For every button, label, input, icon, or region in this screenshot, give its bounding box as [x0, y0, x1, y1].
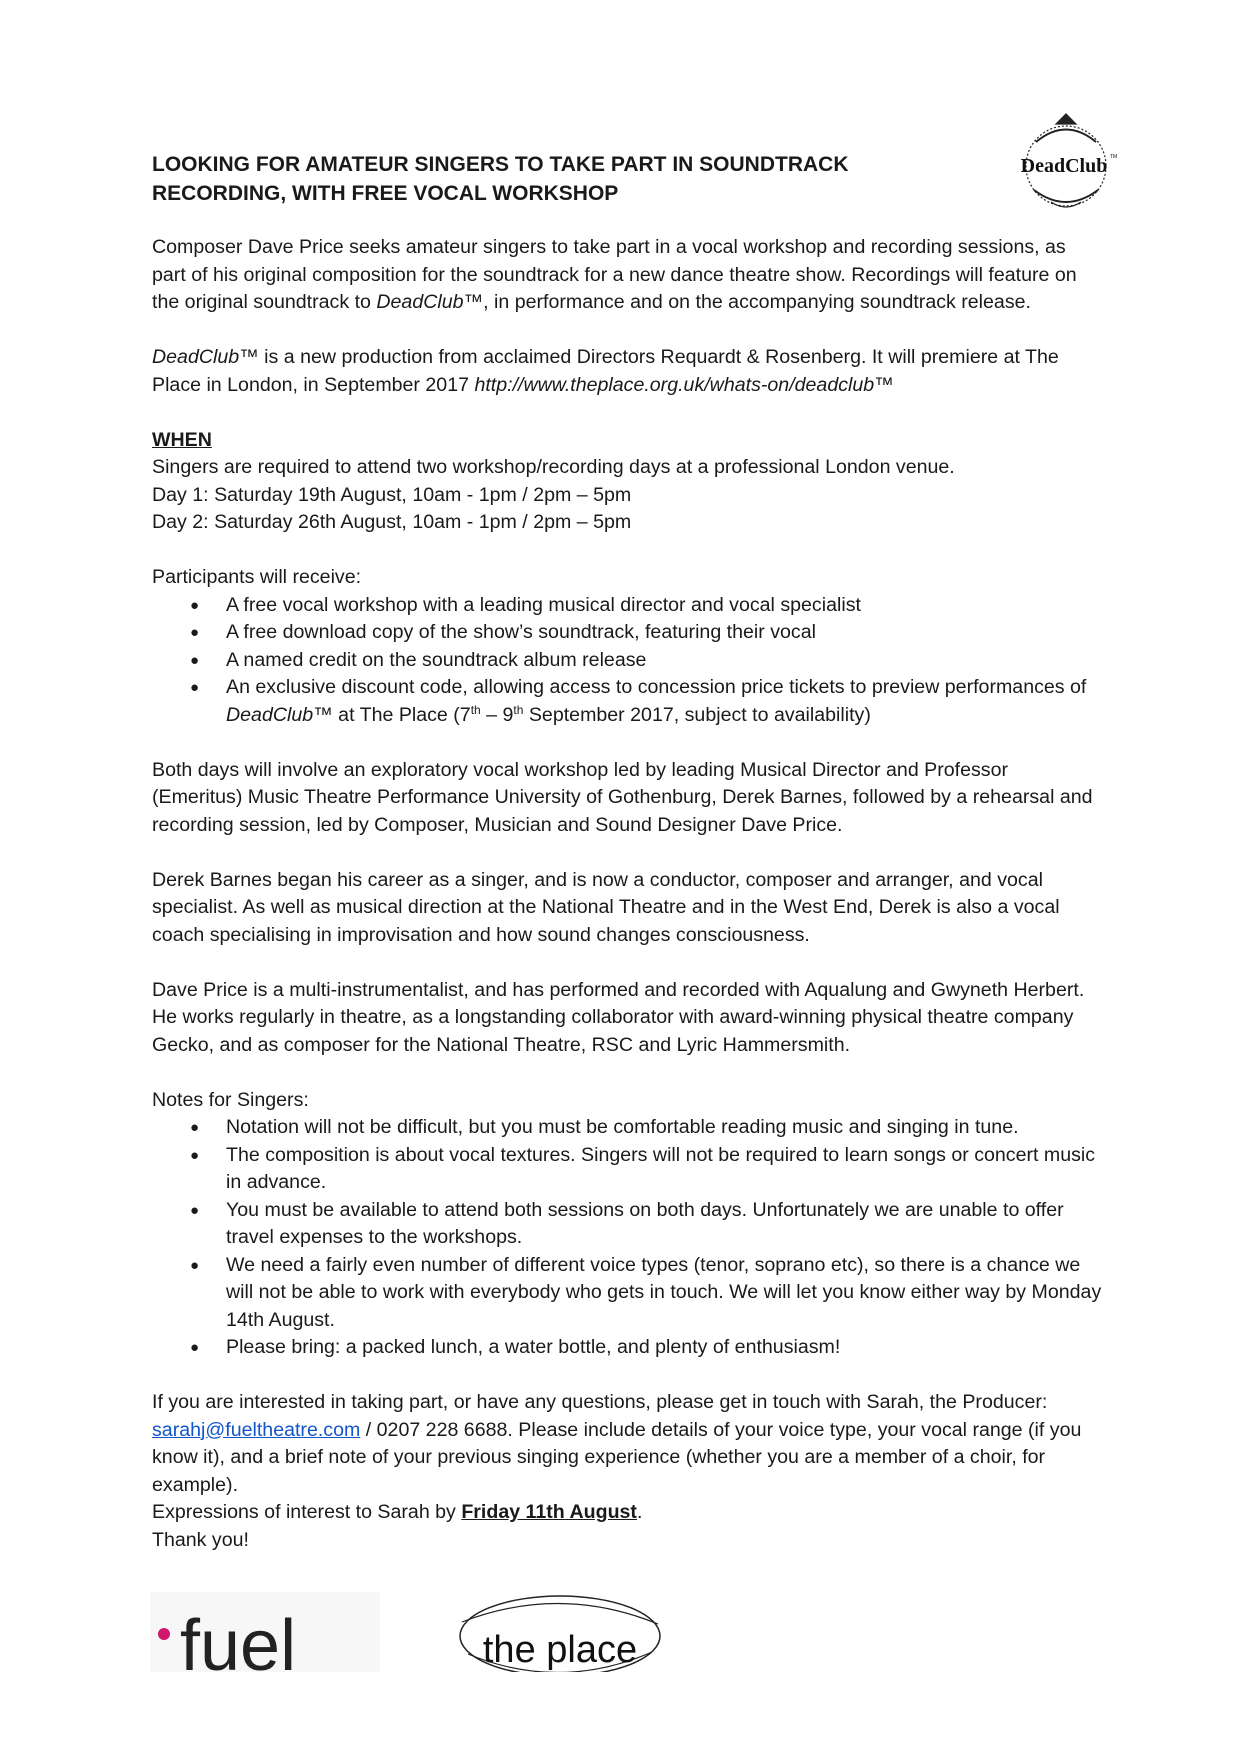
participants-intro: Participants will receive:: [152, 566, 362, 588]
deadline-date: Friday 11th August: [461, 1501, 637, 1523]
list-item: ● Notation will not be difficult, but you must be comfortable reading music and singing in tune.: [152, 1114, 1102, 1142]
page-title: [152, 150, 972, 208]
footer-logos: [150, 1592, 670, 1672]
list-item: ● The composition is about vocal textures. Singers will not be required to learn songs or concert music in advance.: [152, 1142, 1102, 1197]
fuel-logo: [150, 1592, 380, 1672]
when-text: Singers are required to attend two workshop/recording days at a professional London venue.: [152, 456, 955, 478]
list-item: ● A free download copy of the show’s soundtrack, featuring their vocal: [152, 619, 1102, 647]
workshop-paragraph: Both days will involve an exploratory vocal workshop led by leading Musical Director and Professor (Emeritus) Music Theatre Performance University of Gothenburg, Derek Barnes, followed by a rehearsal and recording session, led by Composer, Musician and Sound Designer Dave Price.: [152, 758, 1093, 836]
production-url: http://www.theplace.org.uk/whats-on/deadclub: [474, 373, 875, 396]
intro-paragraph: Composer Dave Price seeks amateur singers to take part in a vocal workshop and recording sessions, as part of his original composition for the soundtrack for a new dance theatre show. Recordings will feature on the original soundtrack to DeadClub™, in performance and on the accompanying soundtrack release.: [152, 236, 1077, 313]
notes-list: [152, 1114, 1102, 1362]
list-item: ● A named credit on the soundtrack album release: [152, 647, 1102, 675]
list-item: ● An exclusive discount code, allowing access to concession price tickets to preview performances of DeadClub™ at The Place (7th – 9th September 2017, subject to availability): [152, 674, 1102, 729]
thank-you: Thank you!: [152, 1528, 249, 1551]
title-line-1: LOOKING FOR AMATEUR SINGERS TO TAKE PART IN SOUNDTRACK: [152, 153, 849, 176]
day-2: Day 2: Saturday 26th August, 10am - 1pm / 2pm – 5pm: [152, 511, 632, 533]
email-link[interactable]: sarahj@fueltheatre.com: [152, 1418, 361, 1441]
contact-paragraph: If you are interested in taking part, or have any questions, please get in touch with Sarah, the Producer: sarahj@fueltheatre.com / 0207 228 6688. Please include details of your voice type, your vocal range (if you know it), and a brief note of your previous singing experience (whether you are a member of a choir, for example).: [152, 1391, 1082, 1496]
notes-intro: Notes for Singers:: [152, 1088, 309, 1111]
list-item: ● Please bring: a packed lunch, a water bottle, and plenty of enthusiasm!: [152, 1334, 1102, 1362]
list-item: ● A free vocal workshop with a leading musical director and vocal specialist: [152, 592, 1102, 620]
deadline: Expressions of interest to Sarah by Friday 11th August.: [152, 1501, 643, 1523]
participants-list: [152, 592, 1102, 730]
deadclub-logo-text: DeadClub: [1020, 155, 1108, 177]
title-line-2: RECORDING, WITH FREE VOCAL WORKSHOP: [152, 182, 619, 205]
day-1: Day 1: Saturday 19th August, 10am - 1pm / 2pm – 5pm: [152, 483, 632, 506]
the-place-logo: [450, 1592, 670, 1672]
list-item: ● You must be available to attend both sessions on both days. Unfortunately we are unable to offer travel expenses to the workshops.: [152, 1197, 1102, 1252]
document-body: [152, 150, 1102, 1554]
the-place-logo-text: the place: [482, 1629, 638, 1671]
deadclub-logo-tm: TM: [1110, 154, 1118, 160]
when-heading: WHEN: [152, 428, 212, 451]
production-paragraph: DeadClub™ is a new production from acclaimed Directors Requardt & Rosenberg. It will premiere at The Place in London, in September 2017 http://www.theplace.org.uk/whats-on/deadclub™: [152, 346, 1059, 396]
fuel-logo-text: fuel: [180, 1606, 297, 1672]
list-item: ● We need a fairly even number of different voice types (tenor, soprano etc), so there is a chance we will not be able to work with everybody who gets in touch. We will let you know either way by Monday 14th August.: [152, 1252, 1102, 1335]
dave-bio: Dave Price is a multi-instrumentalist, and has performed and recorded with Aqualung and Gwyneth Herbert. He works regularly in theatre, as a longstanding collaborator with award-winning physical theatre company Gecko, and as composer for the National Theatre, RSC and Lyric Hammersmith.: [152, 978, 1085, 1056]
derek-bio: Derek Barnes began his career as a singer, and is now a conductor, composer and arranger, and vocal specialist. As well as musical direction at the National Theatre and in the West End, Derek is also a vocal coach specialising in improvisation and how sound changes consciousness.: [152, 868, 1060, 946]
